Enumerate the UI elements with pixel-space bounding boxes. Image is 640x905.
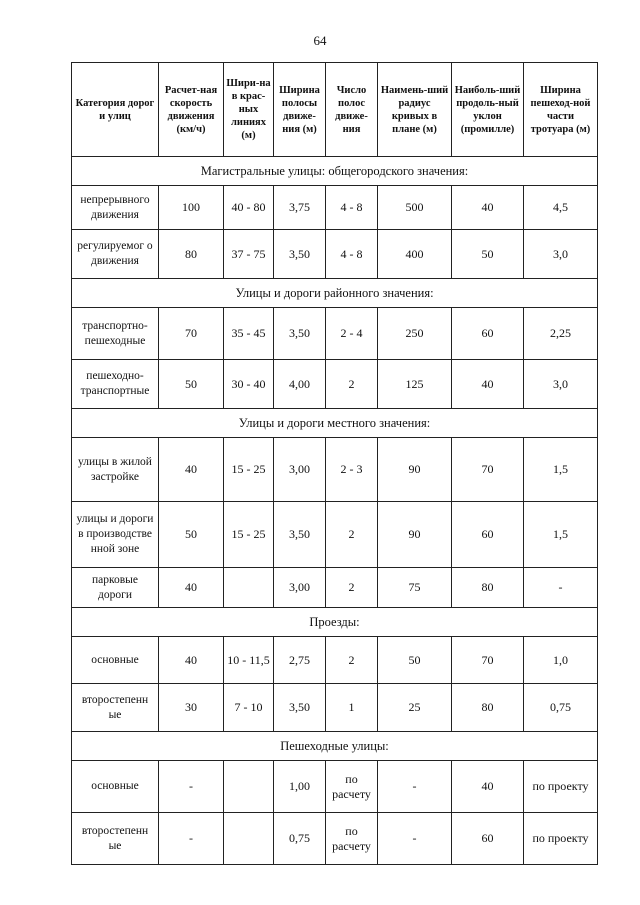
section-title: Проезды: [72,608,598,637]
value-cell: 100 [159,186,224,230]
value-cell: по расчету [326,813,378,865]
value-cell [224,813,274,865]
value-cell: 125 [378,360,452,409]
value-cell: 1,5 [524,438,598,502]
column-header: Ширина пешеход-ной части тротуара (м) [524,63,598,157]
value-cell: 0,75 [274,813,326,865]
value-cell: 60 [452,502,524,568]
column-header: Ширина полосы движе-ния (м) [274,63,326,157]
value-cell: - [378,813,452,865]
value-cell: 40 [452,761,524,813]
column-header: Наимень-ший радиус кривых в плане (м) [378,63,452,157]
page-number: 64 [313,33,327,48]
value-cell: 90 [378,502,452,568]
value-cell: 1,5 [524,502,598,568]
section-title: Пешеходные улицы: [72,732,598,761]
value-cell: 37 - 75 [224,230,274,279]
value-cell: 2 - 4 [326,308,378,360]
value-cell: 1,00 [274,761,326,813]
value-cell: 4 - 8 [326,186,378,230]
value-cell: 500 [378,186,452,230]
value-cell: 2 - 3 [326,438,378,502]
value-cell: - [378,761,452,813]
value-cell: 35 - 45 [224,308,274,360]
value-cell: 90 [378,438,452,502]
value-cell: 3,50 [274,230,326,279]
value-cell: 25 [378,684,452,732]
category-cell: регулируемог о движения [72,230,159,279]
value-cell: 3,00 [274,438,326,502]
column-header: Расчет-ная скорость движения (км/ч) [159,63,224,157]
section-row [72,732,598,761]
value-cell: - [159,813,224,865]
column-header: Шири-на в крас-ных линиях (м) [224,63,274,157]
section-title: Магистральные улицы: общегородского значения: [72,157,598,186]
category-cell: непрерывного движения [72,186,159,230]
value-cell: 40 [159,438,224,502]
value-cell: 2,75 [274,637,326,684]
category-cell: парковые дороги [72,568,159,608]
category-cell: второстепенн ые [72,813,159,865]
value-cell: 2,25 [524,308,598,360]
value-cell: 3,0 [524,230,598,279]
value-cell: 2 [326,568,378,608]
value-cell: 70 [159,308,224,360]
value-cell: 80 [452,684,524,732]
value-cell: по проекту [524,813,598,865]
value-cell: 40 - 80 [224,186,274,230]
value-cell: 80 [159,230,224,279]
value-cell: 40 [452,186,524,230]
value-cell: - [159,761,224,813]
value-cell: 70 [452,438,524,502]
table-row [72,813,598,865]
value-cell: 250 [378,308,452,360]
value-cell: 75 [378,568,452,608]
value-cell: 4,5 [524,186,598,230]
value-cell: 40 [159,568,224,608]
category-cell: основные [72,637,159,684]
value-cell: 4,00 [274,360,326,409]
value-cell: 15 - 25 [224,502,274,568]
value-cell: 60 [452,308,524,360]
table-row [72,186,598,230]
value-cell: 2 [326,360,378,409]
table-row [72,230,598,279]
value-cell: 70 [452,637,524,684]
table-row [72,502,598,568]
table-row [72,684,598,732]
section-row [72,279,598,308]
value-cell: 50 [159,502,224,568]
value-cell: 1 [326,684,378,732]
value-cell: 3,50 [274,684,326,732]
table-row [72,637,598,684]
value-cell: 80 [452,568,524,608]
category-cell: основные [72,761,159,813]
value-cell: 10 - 11,5 [224,637,274,684]
value-cell: 400 [378,230,452,279]
value-cell: 50 [159,360,224,409]
value-cell: 40 [452,360,524,409]
value-cell [224,568,274,608]
section-title: Улицы и дороги местного значения: [72,409,598,438]
value-cell [224,761,274,813]
value-cell: 3,75 [274,186,326,230]
value-cell: по проекту [524,761,598,813]
category-cell: улицы в жилой застройке [72,438,159,502]
table-row [72,308,598,360]
value-cell: 4 - 8 [326,230,378,279]
value-cell: 3,50 [274,502,326,568]
value-cell: 3,0 [524,360,598,409]
value-cell: 15 - 25 [224,438,274,502]
table-row [72,360,598,409]
value-cell: 0,75 [524,684,598,732]
column-header: Наиболь-ший продоль-ный уклон (промилле) [452,63,524,157]
value-cell: - [524,568,598,608]
road-categories-table [71,62,598,865]
section-row [72,608,598,637]
table-row [72,761,598,813]
value-cell: 2 [326,637,378,684]
category-cell: пешеходно-транспортные [72,360,159,409]
category-cell: улицы и дороги в производстве нной зоне [72,502,159,568]
value-cell: по расчету [326,761,378,813]
value-cell: 40 [159,637,224,684]
value-cell: 1,0 [524,637,598,684]
value-cell: 50 [378,637,452,684]
table-row [72,568,598,608]
value-cell: 7 - 10 [224,684,274,732]
value-cell: 60 [452,813,524,865]
column-header: Категория дорог и улиц [72,63,159,157]
category-cell: второстепенн ые [72,684,159,732]
category-cell: транспортно-пешеходные [72,308,159,360]
table-row [72,438,598,502]
value-cell: 50 [452,230,524,279]
section-row [72,157,598,186]
value-cell: 30 [159,684,224,732]
value-cell: 3,00 [274,568,326,608]
section-title: Улицы и дороги районного значения: [72,279,598,308]
section-row [72,409,598,438]
table-header-row [72,63,598,157]
value-cell: 30 - 40 [224,360,274,409]
value-cell: 2 [326,502,378,568]
column-header: Число полос движе-ния [326,63,378,157]
value-cell: 3,50 [274,308,326,360]
